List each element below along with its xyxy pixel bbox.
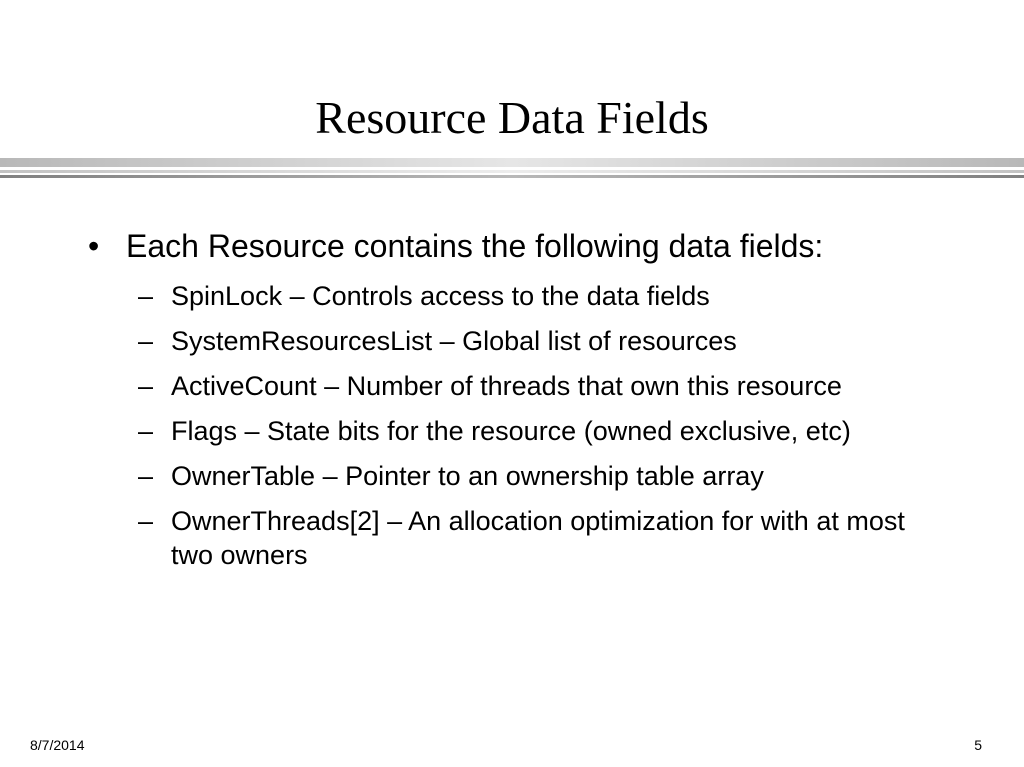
sub-bullet-list <box>0 279 1024 572</box>
sub-bullet-text: Flags – State bits for the resource (owned exclusive, etc) <box>171 416 851 446</box>
slide-number: 5 <box>974 737 982 753</box>
slide-body <box>0 228 1024 583</box>
dash-icon: – <box>138 461 154 491</box>
sub-bullet-item <box>0 279 911 313</box>
dash-icon: – <box>138 416 154 446</box>
dash-icon: – <box>138 281 154 311</box>
bullet-dot-icon: • <box>88 228 100 264</box>
sub-bullet-item <box>0 414 911 448</box>
title-divider-bottom <box>0 175 1024 178</box>
title-divider-top <box>0 158 1024 167</box>
sub-bullet-text: ActiveCount – Number of threads that own this resource <box>171 371 842 401</box>
sub-bullet-item <box>0 504 911 572</box>
title-divider-middle <box>0 170 1024 173</box>
dash-icon: – <box>138 326 154 356</box>
dash-icon: – <box>138 506 154 536</box>
sub-bullet-item <box>0 459 911 493</box>
sub-bullet-text: OwnerTable – Pointer to an ownership table array <box>171 461 764 491</box>
sub-bullet-text: OwnerThreads[2] – An allocation optimization for with at most two owners <box>171 506 905 570</box>
bullet-item <box>0 228 886 265</box>
dash-icon: – <box>138 371 154 401</box>
sub-bullet-item <box>0 324 911 358</box>
footer-date: 8/7/2014 <box>30 737 85 753</box>
sub-bullet-text: SpinLock – Controls access to the data fields <box>171 281 710 311</box>
sub-bullet-item <box>0 369 911 403</box>
bullet-text: Each Resource contains the following data fields: <box>126 228 824 264</box>
sub-bullet-text: SystemResourcesList – Global list of resources <box>171 326 737 356</box>
slide-title: Resource Data Fields <box>315 92 709 143</box>
